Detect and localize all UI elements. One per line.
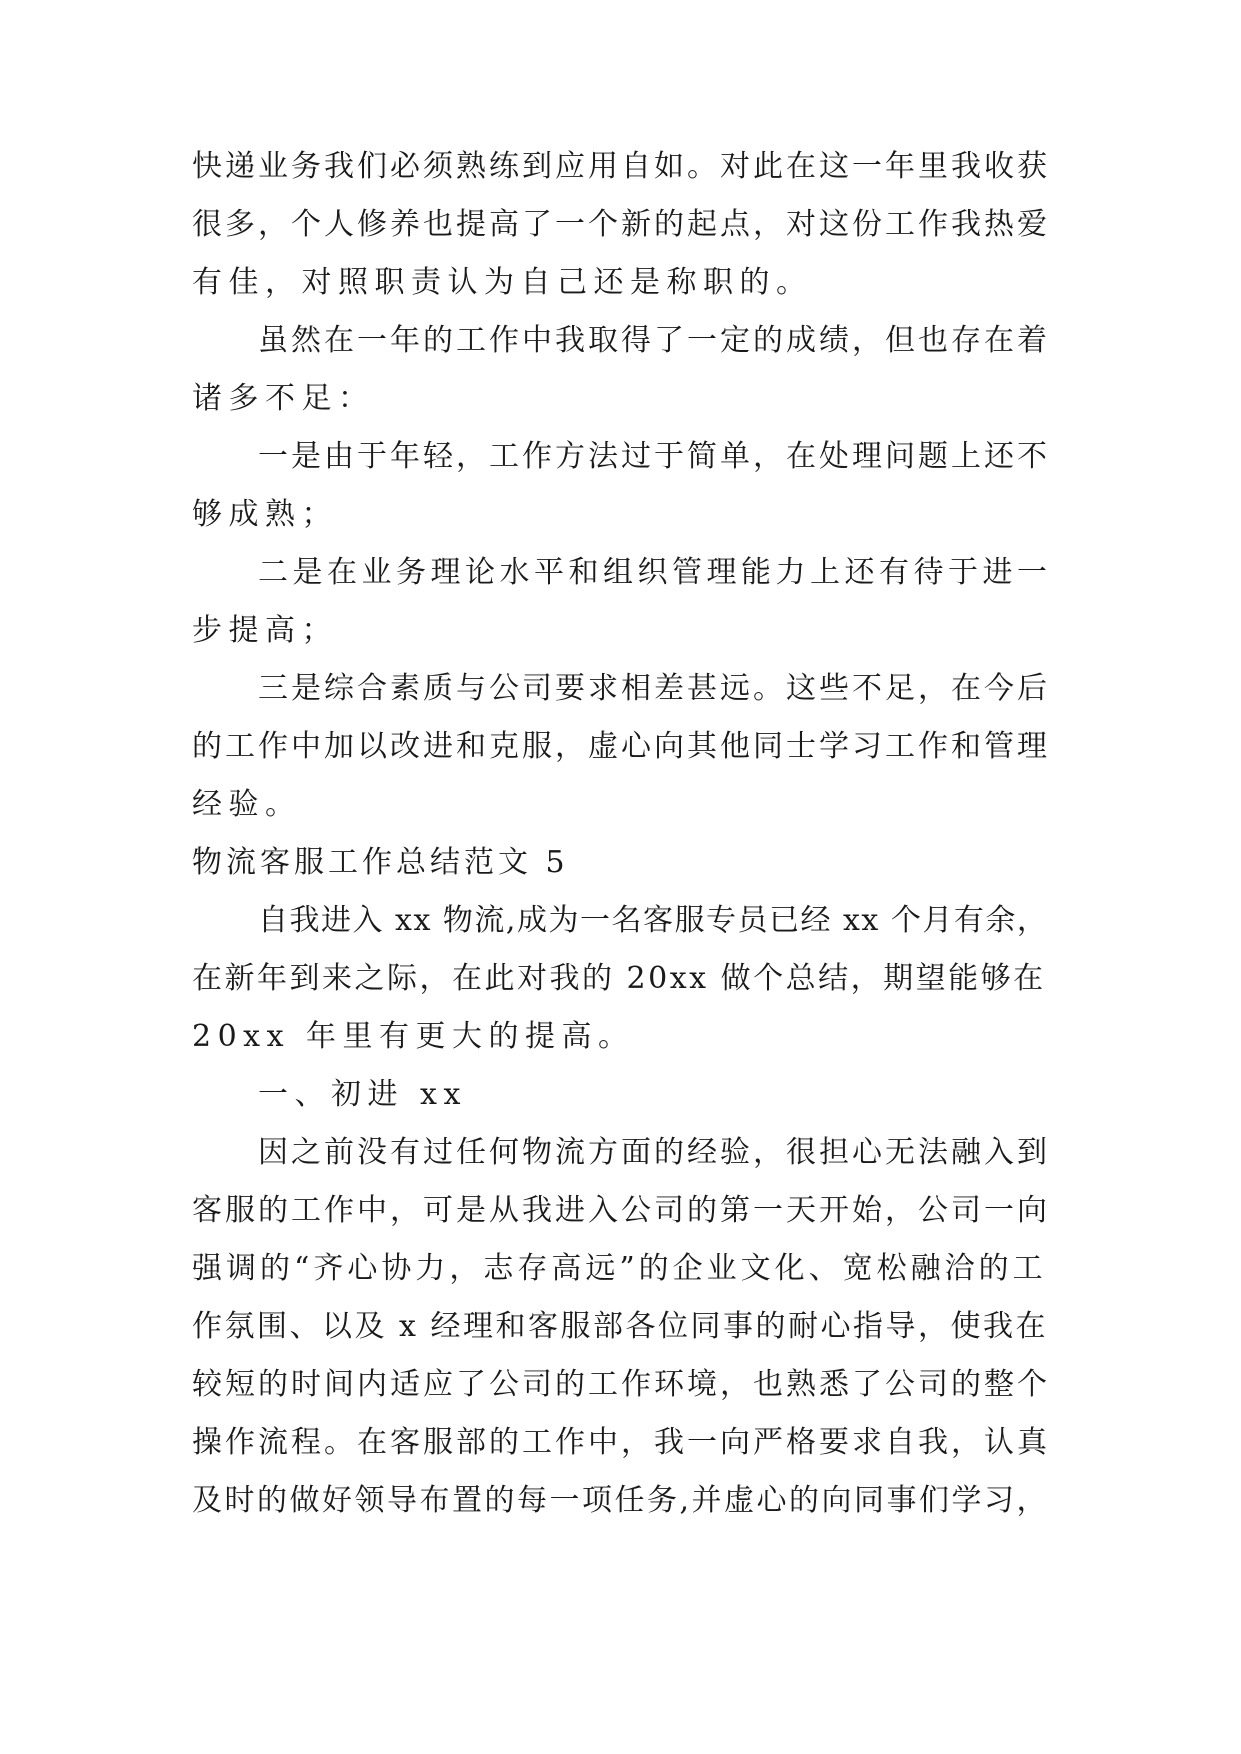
text-line: 操作流程。在客服部的工作中，我一向严格要求自我，认真 [192, 1425, 1050, 1460]
text-line: 诸多不足： [192, 381, 375, 416]
subsection-heading: 一、初进 xx [258, 1077, 467, 1112]
text-line: 作氛围、以及 x 经理和客服部各位同事的耐心指导，使我在 [192, 1309, 1048, 1344]
paragraph-first-line: 因之前没有过任何物流方面的经验，很担心无法融入到 [258, 1135, 1050, 1170]
paragraph-first-line: 虽然在一年的工作中我取得了一定的成绩，但也存在着 [258, 323, 1050, 358]
paragraph-first-line: 自我进入 xx 物流,成为一名客服专员已经 xx 个月有余， [258, 903, 1049, 938]
text-line: 有佳，对照职责认为自己还是称职的。 [192, 265, 813, 300]
text-line: 够成熟； [192, 497, 338, 532]
paragraph-first-line: 二是在业务理论水平和组织管理能力上还有待于进一 [258, 555, 1052, 590]
section-heading: 物流客服工作总结范文 5 [192, 845, 569, 880]
text-line: 较短的时间内适应了公司的工作环境，也熟悉了公司的整个 [192, 1367, 1050, 1402]
text-line: 经验。 [192, 787, 302, 822]
text-line: 很多，个人修养也提高了一个新的起点，对这份工作我热爱 [192, 207, 1050, 242]
text-line: 客服的工作中，可是从我进入公司的第一天开始，公司一向 [192, 1193, 1050, 1228]
text-line: 20xx 年里有更大的提高。 [192, 1019, 635, 1054]
paragraph-first-line: 一是由于年轻，工作方法过于简单，在处理问题上还不 [258, 439, 1050, 474]
text-line: 快递业务我们必须熟练到应用自如。对此在这一年里我收获 [192, 149, 1050, 184]
text-line: 强调的“齐心协力，志存高远”的企业文化、宽松融洽的工 [192, 1251, 1047, 1286]
text-line: 的工作中加以改进和克服，虚心向其他同士学习工作和管理 [192, 729, 1050, 764]
paragraph-first-line: 三是综合素质与公司要求相差甚远。这些不足，在今后 [258, 671, 1050, 706]
text-line: 及时的做好领导布置的每一项任务,并虚心的向同事们学习， [192, 1483, 1050, 1518]
text-line: 步提高； [192, 613, 338, 648]
text-line: 在新年到来之际，在此对我的 20xx 做个总结，期望能够在 [192, 961, 1046, 996]
